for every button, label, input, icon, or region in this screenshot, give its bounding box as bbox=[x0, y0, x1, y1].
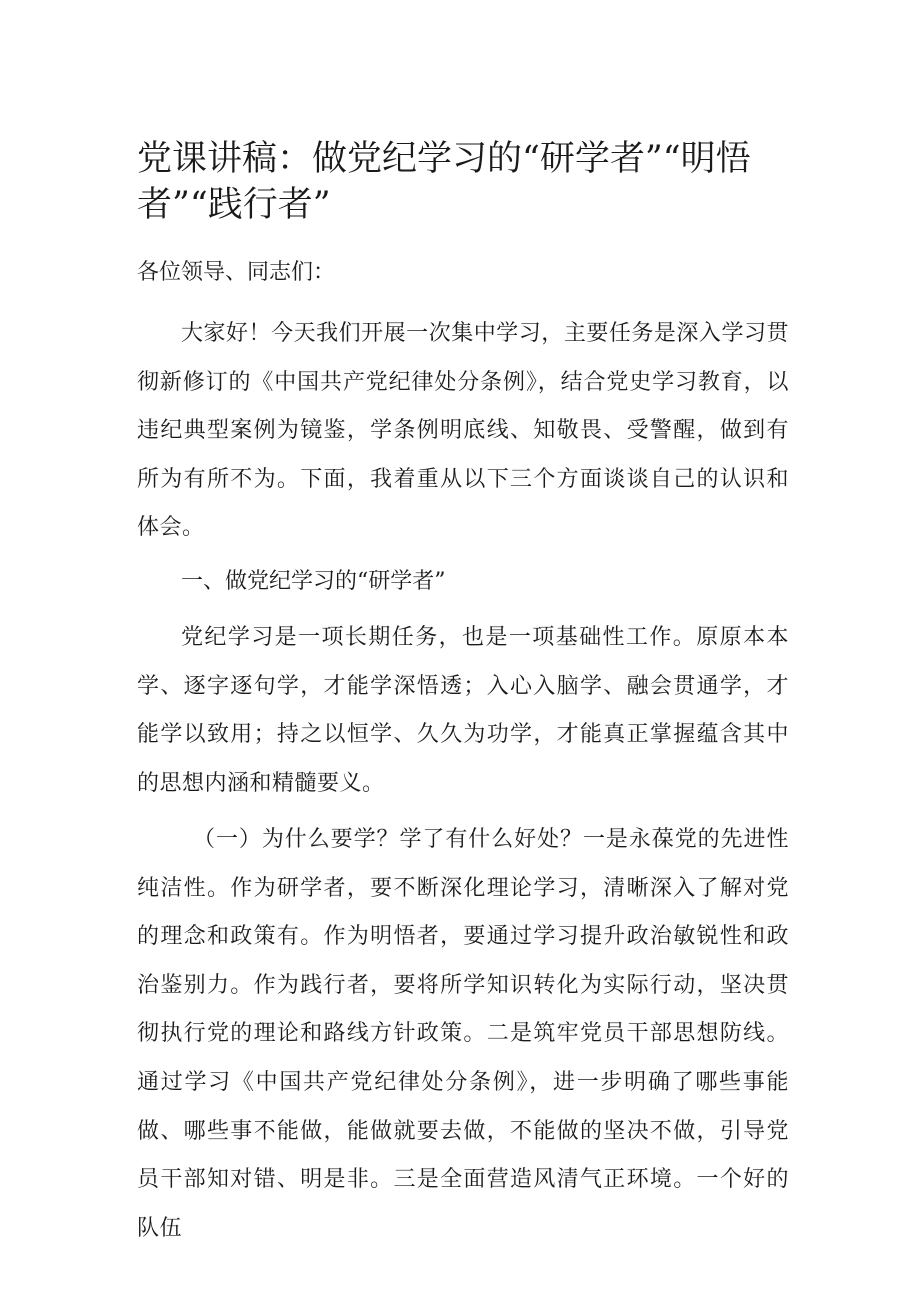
section-heading-1: 一、做党纪学习的“研学者” bbox=[181, 569, 446, 594]
intro-paragraph: 大家好！今天我们开展一次集中学习，主要任务是深入学习贯彻新修订的《中国共产党纪律处分条例》，结合党史学习教育，以违纪典型案例为镜鉴，学条例明底线、知敬畏、受警醒，做到有所为有所不为。下面，我着重从以下三个方面谈谈自己的认识和体会。 bbox=[137, 321, 789, 541]
section-1-paragraph: 党纪学习是一项长期任务，也是一项基础性工作。原原本本学、逐字逐句学，才能学深悟透；入心入脑学、融会贯通学，才能学以致用；持之以恒学、久久为功学，才能真正掌握蕴含其中的思想内涵和精髓要义。 bbox=[137, 625, 789, 796]
document-title: 党课讲稿：做党纪学习的“研学者”“明悟者”“践行者” bbox=[137, 139, 751, 225]
subsection-1-paragraph: （一）为什么要学？学了有什么好处？一是永葆党的先进性纯洁性。作为研学者，要不断深化理论学习，清晰深入了解对党的理念和政策有。作为明悟者，要通过学习提升政治敏锐性和政治鉴别力。作为践行者，要将所学知识转化为实际行动，坚决贯彻执行党的理论和路线方针政策。二是筑牢党员干部思想防线。通过学习《中国共产党纪律处分条例》，进一步明确了哪些事能做、哪些事不能做，能做就要去做，不能做的坚决不做，引导党员干部知对错、明是非。三是全面营造风清气正环境。一个好的队伍 bbox=[137, 827, 789, 1241]
salutation: 各位领导、同志们： bbox=[137, 260, 336, 285]
